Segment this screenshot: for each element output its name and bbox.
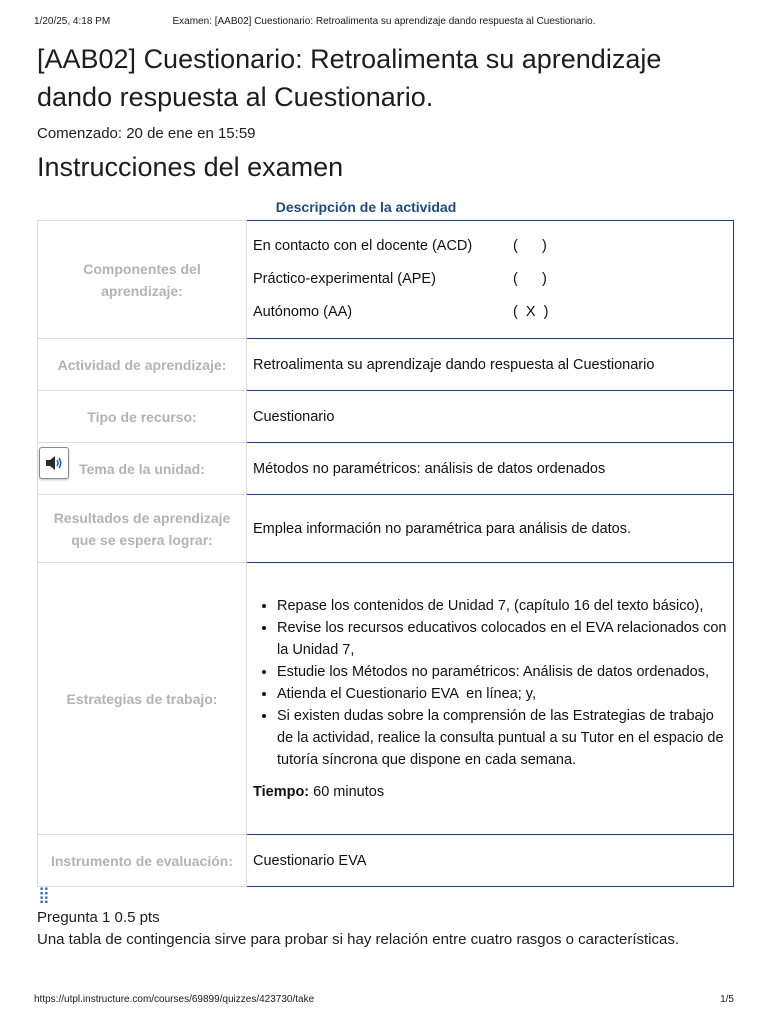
- components-label: Componentes del aprendizaje:: [38, 221, 247, 339]
- list-item: • Atienda el Cuestionario EVA en línea; y,: [277, 683, 727, 705]
- table-row-instrument: [38, 835, 734, 887]
- unit-value: Métodos no paramétricos: análisis de datos ordenados: [247, 443, 734, 495]
- strategies-label: Estrategias de trabajo:: [38, 563, 247, 835]
- resource-label: Tipo de recurso:: [38, 391, 247, 443]
- component-item-mark: ( ): [513, 238, 547, 254]
- instrument-value: Cuestionario EVA: [247, 835, 734, 887]
- activity-table-caption: Descripción de la actividad: [275, 199, 457, 215]
- list-item: • Estudie los Métodos no paramétricos: Análisis de datos ordenados,: [277, 661, 727, 683]
- strategies-cell: [247, 563, 734, 835]
- print-document-title: Examen: [AAB02] Cuestionario: Retroalimenta su aprendizaje dando respuesta al Cuestionario.: [172, 16, 596, 27]
- list-item: • Si existen dudas sobre la comprensión de las Estrategias de trabajo de la actividad, realice la consulta puntual a su Tutor en el espacio de tutoría síncrona que dispone en cada semana.: [277, 705, 727, 771]
- instrument-label: Instrumento de evaluación:: [38, 835, 247, 887]
- component-item-label: Práctico-experimental (APE): [253, 271, 436, 287]
- page-title: [AAB02] Cuestionario: Retroalimenta su aprendizaje dando respuesta al Cuestionario.: [37, 44, 662, 112]
- activity-label: Actividad de aprendizaje:: [38, 339, 247, 391]
- component-item: [253, 296, 727, 329]
- time-value: 60 minutos: [309, 783, 385, 800]
- print-date: 1/20/25, 4:18 PM: [34, 16, 111, 27]
- activity-description-table: [37, 220, 734, 887]
- activity-value: Retroalimenta su aprendizaje dando respuesta al Cuestionario: [247, 339, 734, 391]
- drag-handle-icon[interactable]: ⣿: [38, 887, 49, 904]
- table-row-resource: [38, 391, 734, 443]
- question-header: Pregunta 1 0.5 pts: [37, 909, 160, 926]
- speaker-icon: [44, 454, 64, 472]
- speaker-button[interactable]: [39, 447, 69, 479]
- component-item-mark: ( ): [513, 271, 547, 287]
- component-item-label: En contacto con el docente (ACD): [253, 238, 473, 254]
- print-page-number: 1/5: [720, 994, 734, 1005]
- list-item: • Repase los contenidos de Unidad 7, (capítulo 16 del texto básico),: [277, 595, 727, 617]
- component-item: [253, 230, 727, 263]
- strategies-list: [253, 595, 727, 771]
- components-cell: [247, 221, 734, 339]
- table-row-components: [38, 221, 734, 339]
- outcomes-value: Emplea información no paramétrica para análisis de datos.: [247, 495, 734, 563]
- list-item: • Revise los recursos educativos colocados en el EVA relacionados con la Unidad 7,: [277, 617, 727, 661]
- print-url: https://utpl.instructure.com/courses/69899/quizzes/423730/take: [34, 994, 315, 1005]
- started-timestamp: Comenzado: 20 de ene en 15:59: [37, 125, 256, 142]
- table-row-outcomes: [38, 495, 734, 563]
- question-text: Una tabla de contingencia sirve para probar si hay relación entre cuatro rasgos o características.: [37, 931, 680, 948]
- instructions-heading: Instrucciones del examen: [37, 152, 344, 182]
- component-item: [253, 263, 727, 296]
- table-row-activity: [38, 339, 734, 391]
- table-row-strategies: [38, 563, 734, 835]
- time-label: Tiempo:: [253, 783, 310, 800]
- resource-value: Cuestionario: [247, 391, 734, 443]
- print-header: [34, 16, 734, 30]
- component-item-mark: ( X ): [513, 304, 549, 320]
- component-item-label: Autónomo (AA): [253, 304, 353, 320]
- outcomes-label: Resultados de aprendizaje que se espera lograr:: [38, 495, 247, 563]
- print-footer: [34, 994, 734, 1008]
- unit-label: Tema de la unidad:: [38, 443, 247, 495]
- table-row-unit: [38, 443, 734, 495]
- time-line: [253, 781, 727, 803]
